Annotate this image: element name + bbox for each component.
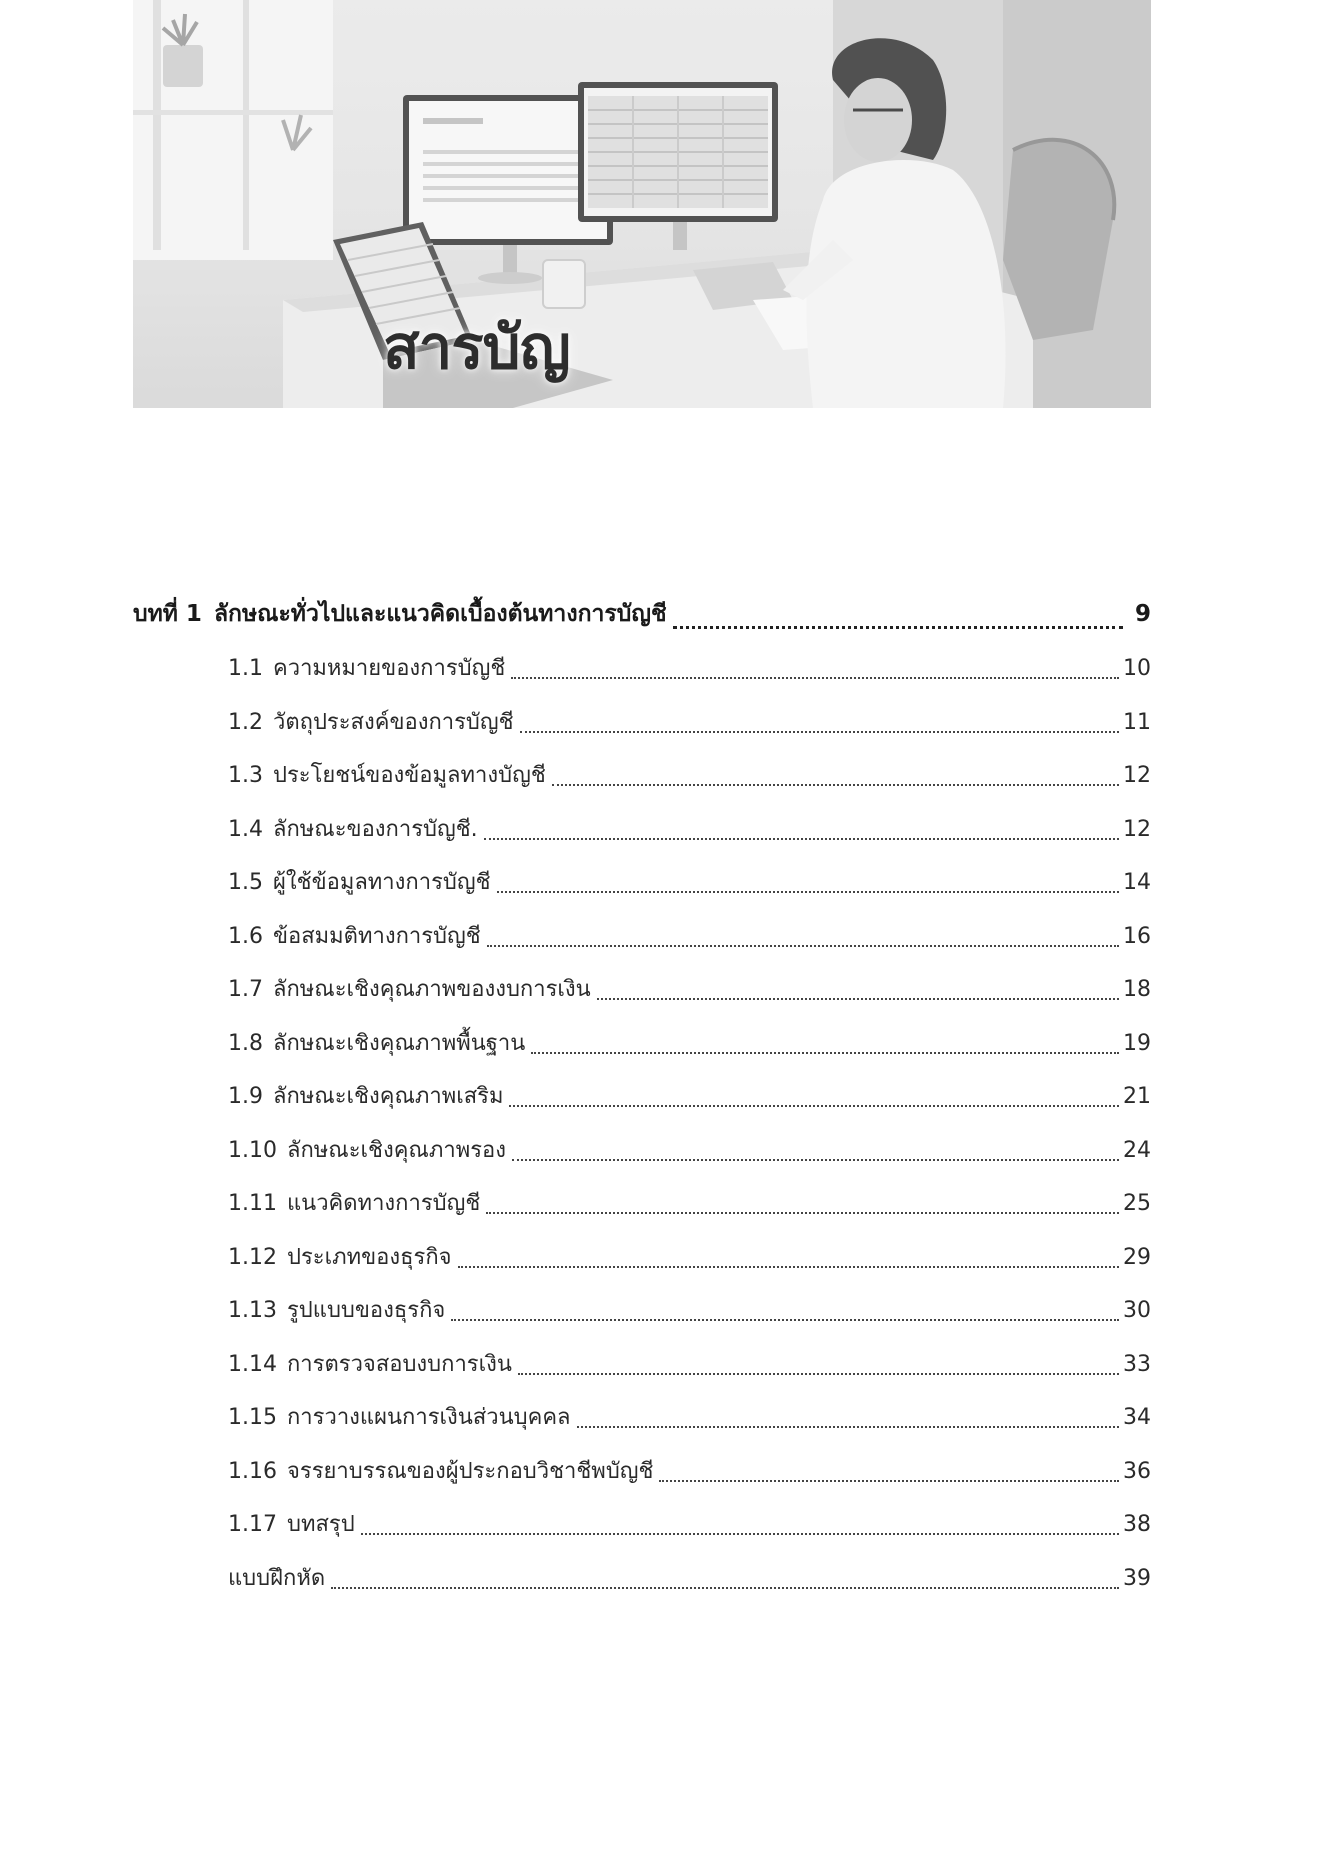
toc-item-page: 24 <box>1123 1138 1151 1163</box>
dot-leader <box>451 1319 1119 1321</box>
toc-item-page: 34 <box>1123 1405 1151 1430</box>
chapter-title: ลักษณะทั่วไปและแนวคิดเบื้องต้นทางการบัญชี <box>213 601 667 627</box>
chapter-number: บทที่ 1 <box>133 601 202 627</box>
toc-item-1-17[interactable] <box>228 1506 1151 1542</box>
toc-item-1-14[interactable] <box>228 1346 1151 1382</box>
toc-item-title: ความหมายของการบัญชี <box>273 656 506 681</box>
toc-item-number: 1.16 <box>228 1459 277 1484</box>
toc-item-title: การวางแผนการเงินส่วนบุคคล <box>286 1405 571 1430</box>
dot-leader <box>673 626 1123 629</box>
toc-item-1-12[interactable] <box>228 1239 1151 1275</box>
toc-item-title: ประเภทของธุรกิจ <box>286 1245 452 1270</box>
dot-leader <box>484 838 1119 840</box>
header-banner <box>133 0 1151 408</box>
toc-item-1-15[interactable] <box>228 1399 1151 1435</box>
toc-item-number: 1.3 <box>228 763 263 788</box>
dot-leader <box>520 731 1119 733</box>
toc-item-1-3[interactable] <box>228 757 1151 793</box>
toc-item-page: 36 <box>1123 1459 1151 1484</box>
toc-item-page: 14 <box>1123 870 1151 895</box>
toc-item-title: ลักษณะของการบัญชี. <box>273 817 478 842</box>
dot-leader <box>531 1052 1119 1054</box>
toc-item-title: วัตถุประสงค์ของการบัญชี <box>273 710 514 735</box>
toc-item-page: 12 <box>1123 763 1151 788</box>
toc-item-page: 18 <box>1123 977 1151 1002</box>
toc-item-number: 1.14 <box>228 1352 277 1377</box>
toc-item-number: 1.9 <box>228 1084 263 1109</box>
dot-leader <box>497 891 1119 893</box>
toc-item-1-4[interactable] <box>228 811 1151 847</box>
toc-item-number: 1.2 <box>228 710 263 735</box>
toc-item-title: รูปแบบของธุรกิจ <box>286 1298 446 1323</box>
toc-chapter-1[interactable] <box>133 596 1151 636</box>
toc-item-page: 25 <box>1123 1191 1151 1216</box>
toc-item-1-8[interactable] <box>228 1025 1151 1061</box>
dot-leader <box>487 945 1119 947</box>
toc-item-1-10[interactable] <box>228 1132 1151 1168</box>
dot-leader <box>577 1426 1119 1428</box>
toc-item-page: 10 <box>1123 656 1151 681</box>
office-photo-illustration <box>133 0 1151 408</box>
toc-item-page: 29 <box>1123 1245 1151 1270</box>
toc-item-page: 39 <box>1123 1566 1151 1591</box>
toc-item-title: ลักษณะเชิงคุณภาพของงบการเงิน <box>273 977 591 1002</box>
toc-item-number: 1.15 <box>228 1405 277 1430</box>
toc-item-1-1[interactable] <box>228 650 1151 686</box>
toc-item-title: ข้อสมมติทางการบัญชี <box>273 924 481 949</box>
toc-item-page: 12 <box>1123 817 1151 842</box>
toc-item-title: ลักษณะเชิงคุณภาพรอง <box>286 1138 506 1163</box>
toc-item-number: 1.1 <box>228 656 263 681</box>
toc-item-title: ลักษณะเชิงคุณภาพพื้นฐาน <box>273 1031 526 1056</box>
dot-leader <box>597 998 1119 1000</box>
toc-item-title: แนวคิดทางการบัญชี <box>286 1191 481 1216</box>
toc-item-title: แบบฝึกหัด <box>228 1566 326 1591</box>
dot-leader <box>458 1266 1119 1268</box>
toc-item-number: 1.12 <box>228 1245 277 1270</box>
toc-item-number: 1.5 <box>228 870 263 895</box>
toc-item-number: 1.8 <box>228 1031 263 1056</box>
toc-item-title: ลักษณะเชิงคุณภาพเสริม <box>273 1084 504 1109</box>
toc-item-page: 38 <box>1123 1512 1151 1537</box>
dot-leader <box>512 1159 1119 1161</box>
toc-item-page: 11 <box>1123 710 1151 735</box>
dot-leader <box>511 677 1119 679</box>
page-title: สารบัญ <box>383 313 570 383</box>
dot-leader <box>361 1533 1119 1535</box>
dot-leader <box>659 1480 1119 1482</box>
toc-item-1-16[interactable] <box>228 1453 1151 1489</box>
toc-item-page: 21 <box>1123 1084 1151 1109</box>
toc-item-1-7[interactable] <box>228 971 1151 1007</box>
toc-item-title: ผู้ใช้ข้อมูลทางการบัญชี <box>273 870 491 895</box>
toc-item-exercises[interactable] <box>228 1560 1151 1596</box>
toc-item-1-13[interactable] <box>228 1292 1151 1328</box>
toc-item-number: 1.11 <box>228 1191 277 1216</box>
toc-item-number: 1.17 <box>228 1512 277 1537</box>
toc-item-number: 1.13 <box>228 1298 277 1323</box>
dot-leader <box>331 1587 1119 1589</box>
toc-item-number: 1.6 <box>228 924 263 949</box>
toc-item-number: 1.7 <box>228 977 263 1002</box>
toc-item-number: 1.4 <box>228 817 263 842</box>
toc-item-1-11[interactable] <box>228 1185 1151 1221</box>
toc-item-title: จรรยาบรรณของผู้ประกอบวิชาชีพบัญชี <box>286 1459 654 1484</box>
toc-item-page: 33 <box>1123 1352 1151 1377</box>
dot-leader <box>509 1105 1119 1107</box>
toc-item-1-6[interactable] <box>228 918 1151 954</box>
dot-leader <box>518 1373 1119 1375</box>
dot-leader <box>486 1212 1119 1214</box>
toc-item-page: 19 <box>1123 1031 1151 1056</box>
toc-item-title: บทสรุป <box>286 1512 355 1537</box>
toc-item-title: ประโยชน์ของข้อมูลทางบัญชี <box>273 763 546 788</box>
toc-item-1-2[interactable] <box>228 704 1151 740</box>
toc-item-1-5[interactable] <box>228 864 1151 900</box>
toc-item-page: 30 <box>1123 1298 1151 1323</box>
toc-item-1-9[interactable] <box>228 1078 1151 1114</box>
toc-item-title: การตรวจสอบงบการเงิน <box>286 1352 512 1377</box>
toc-item-page: 16 <box>1123 924 1151 949</box>
chapter-page: 9 <box>1134 601 1151 627</box>
dot-leader <box>552 784 1119 786</box>
toc-item-number: 1.10 <box>228 1138 277 1163</box>
